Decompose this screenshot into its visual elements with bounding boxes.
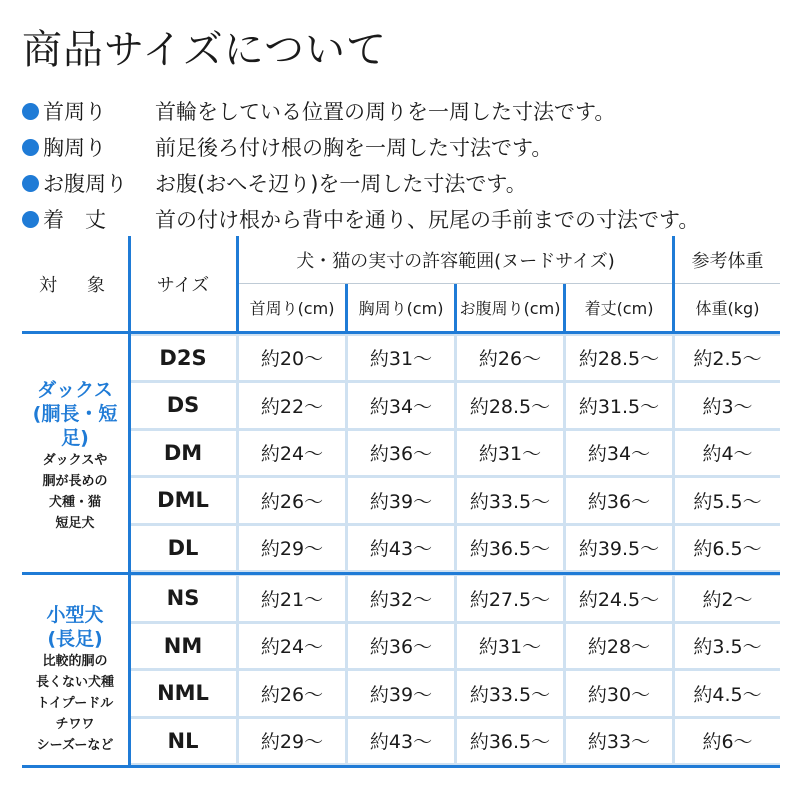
value-cell: 約36.5〜	[457, 719, 563, 764]
value-cell: 約6.5〜	[675, 526, 780, 571]
value-cell: 約31.5〜	[566, 383, 672, 428]
page-title: 商品サイズについて	[22, 27, 387, 73]
subheader-cell: 体重(kg)	[695, 299, 760, 318]
value-cell: 約36〜	[348, 624, 454, 669]
size-cell: NML	[130, 671, 236, 716]
definition-item	[22, 93, 699, 129]
group-subname: (長足)	[47, 627, 103, 650]
header-weight: 参考体重	[691, 250, 764, 272]
value-cell: 約28.5〜	[457, 383, 563, 428]
group-note-line: チワワ	[55, 716, 95, 732]
bullet-icon	[22, 103, 39, 120]
value-cell: 約43〜	[348, 526, 454, 571]
column-divider	[128, 334, 131, 768]
definition-item	[22, 165, 699, 201]
value-cell: 約26〜	[239, 478, 345, 523]
size-cell: D2S	[130, 336, 236, 381]
subheader-cell: お腹周り(cm)	[459, 299, 561, 318]
value-cell: 約21〜	[239, 576, 345, 621]
value-cell: 約30〜	[566, 671, 672, 716]
value-cell: 約32〜	[348, 576, 454, 621]
group-note-line: 胴が長めの	[42, 474, 108, 489]
value-cell: 約33.5〜	[457, 671, 563, 716]
value-cell: 約5.5〜	[675, 478, 780, 523]
column-divider	[345, 284, 348, 331]
value-cell: 約4〜	[675, 431, 780, 476]
value-cell: 約6〜	[675, 719, 780, 764]
bullet-icon	[22, 211, 39, 228]
column-divider	[672, 236, 675, 331]
header-nude-size: 犬・猫の実寸の許容範囲(ヌードサイズ)	[296, 250, 615, 272]
definition-item	[22, 201, 699, 237]
definition-term: 首周り	[43, 100, 106, 124]
definition-term: 胸周り	[43, 136, 106, 160]
value-cell: 約31〜	[457, 624, 563, 669]
column-divider	[128, 236, 131, 331]
value-cell: 約24〜	[239, 431, 345, 476]
value-cell: 約24〜	[239, 624, 345, 669]
value-cell: 約36〜	[348, 431, 454, 476]
group-label	[22, 378, 128, 534]
value-cell: 約27.5〜	[457, 576, 563, 621]
value-cell: 約4.5〜	[675, 671, 780, 716]
group-note-line: 比較的胴の	[42, 653, 108, 669]
group-note-line: シーズーなど	[36, 737, 114, 753]
definition-term: お腹周り	[43, 172, 127, 196]
group-subname: (胴長・短足)	[32, 403, 118, 449]
value-cell: 約26〜	[239, 671, 345, 716]
size-cell: DL	[130, 526, 236, 571]
definition-term: 着 丈	[43, 208, 106, 232]
value-cell: 約28.5〜	[566, 336, 672, 381]
value-cell: 約2.5〜	[675, 336, 780, 381]
group-name: ダックス	[37, 379, 113, 401]
value-cell: 約39〜	[348, 671, 454, 716]
size-cell: DS	[130, 383, 236, 428]
group-note-line: 短足犬	[55, 516, 95, 531]
definition-desc: 首輪をしている位置の周りを一周した寸法です。	[155, 100, 616, 124]
bullet-icon	[22, 139, 39, 156]
group-name: 小型犬	[46, 603, 104, 626]
value-cell: 約29〜	[239, 526, 345, 571]
definition-desc: 首の付け根から背中を通り、尻尾の手前までの寸法です。	[155, 208, 700, 232]
size-cell: DML	[130, 478, 236, 523]
header-size: サイズ	[156, 274, 210, 296]
value-cell: 約39〜	[348, 478, 454, 523]
size-cell: NM	[130, 624, 236, 669]
value-cell: 約36.5〜	[457, 526, 563, 571]
group-rule	[22, 765, 780, 768]
subheader-cell: 胸周り(cm)	[358, 299, 444, 318]
subheader-cell: 着丈(cm)	[584, 299, 654, 318]
value-cell: 約39.5〜	[566, 526, 672, 571]
header-divider	[239, 283, 780, 284]
value-cell: 約33〜	[566, 719, 672, 764]
definition-item	[22, 129, 699, 165]
value-cell: 約3.5〜	[675, 624, 780, 669]
value-cell: 約3〜	[675, 383, 780, 428]
column-divider	[236, 236, 239, 331]
value-cell: 約29〜	[239, 719, 345, 764]
subheader-cell: 首周り(cm)	[249, 299, 335, 318]
definition-desc: お腹(おへそ辺り)を一周した寸法です。	[155, 172, 527, 196]
size-table	[22, 236, 780, 757]
value-cell: 約36〜	[566, 478, 672, 523]
size-cell: NS	[130, 576, 236, 621]
definition-list	[22, 93, 699, 237]
group-note-line: 長くない犬種	[35, 674, 114, 690]
group-label	[22, 603, 128, 756]
value-cell: 約26〜	[457, 336, 563, 381]
column-divider	[563, 284, 566, 331]
definition-desc: 前足後ろ付け根の胸を一周した寸法です。	[155, 136, 553, 160]
value-cell: 約43〜	[348, 719, 454, 764]
value-cell: 約31〜	[457, 431, 563, 476]
value-cell: 約33.5〜	[457, 478, 563, 523]
value-cell: 約22〜	[239, 383, 345, 428]
size-cell: NL	[130, 719, 236, 764]
group-note-line: 犬種・猫	[48, 495, 101, 510]
size-cell: DM	[130, 431, 236, 476]
value-cell: 約34〜	[348, 383, 454, 428]
value-cell: 約20〜	[239, 336, 345, 381]
bullet-icon	[22, 175, 39, 192]
value-cell: 約24.5〜	[566, 576, 672, 621]
group-note-line: トイプードル	[36, 695, 114, 711]
column-divider	[454, 284, 457, 331]
value-cell: 約2〜	[675, 576, 780, 621]
value-cell: 約28〜	[566, 624, 672, 669]
group-note-line: ダックスや	[42, 453, 108, 468]
header-target: 対 象	[39, 274, 111, 296]
value-cell: 約31〜	[348, 336, 454, 381]
value-cell: 約34〜	[566, 431, 672, 476]
